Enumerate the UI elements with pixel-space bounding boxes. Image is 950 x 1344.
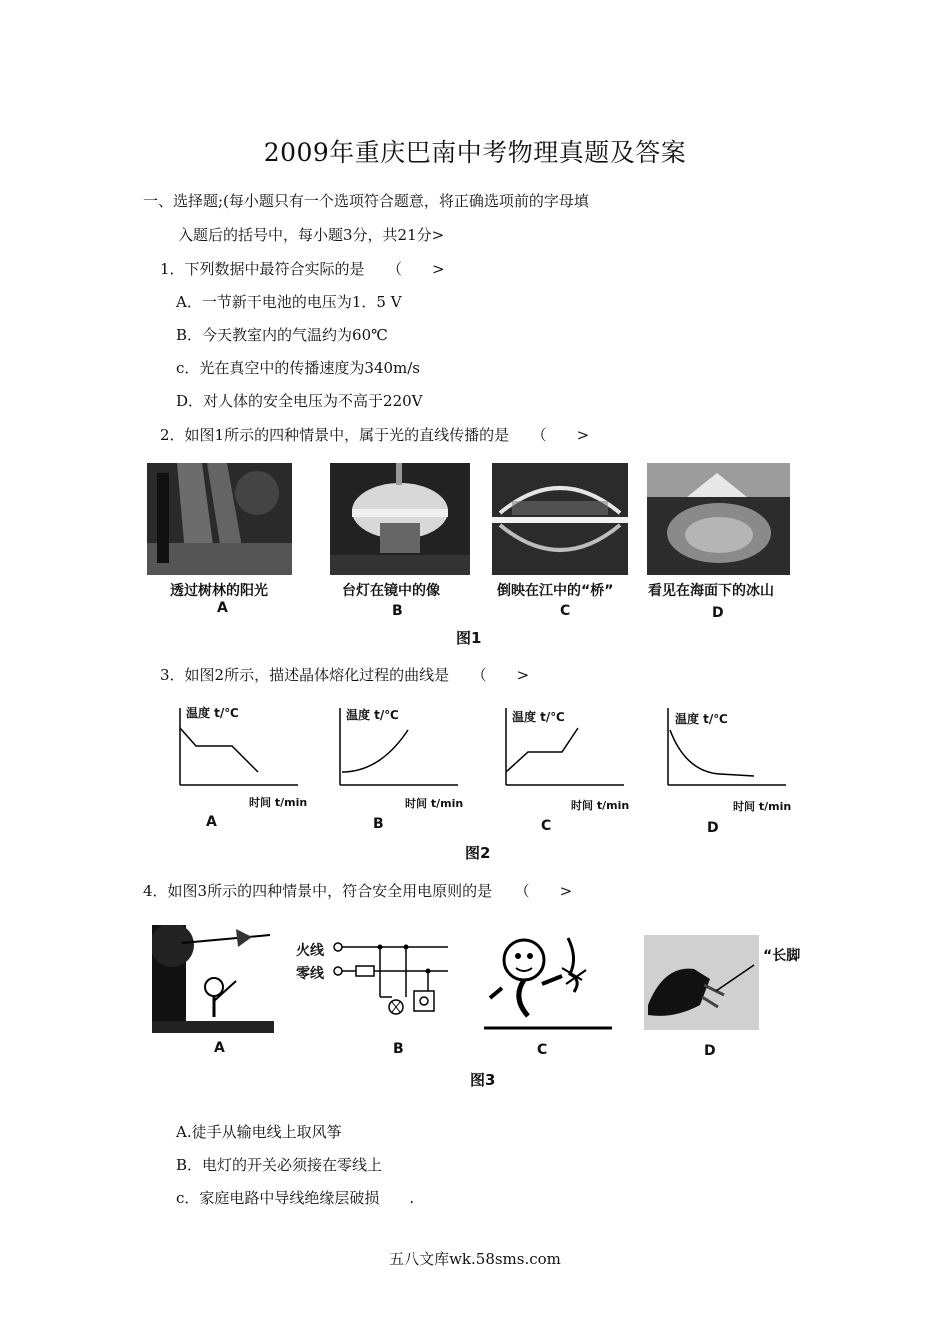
figure-1-letter-c: C — [560, 603, 571, 619]
figure-3-kite-scene — [152, 925, 274, 1033]
figure-1-letter-a: A — [217, 600, 228, 616]
figure-1-label: 图1 — [456, 629, 482, 647]
figure-1-caption-c: 倒映在江中的“桥” — [497, 583, 614, 599]
graph-d-y-label: 温度 t/℃ — [675, 712, 728, 726]
graph-b-x-label: 时间 t/min — [405, 797, 464, 810]
question-1-option-a: A．一节新干电池的电压为1．5 V — [176, 293, 402, 311]
figure-3-electric-shock-cartoon — [482, 928, 617, 1033]
figure-1-letter-d: D — [712, 605, 724, 621]
page-footer: 五八文库wk.58sms.com — [389, 1250, 561, 1268]
question-4-option-b: B．电灯的开关必须接在零线上 — [176, 1156, 383, 1174]
section-heading-line1: 一、选择题;(每小题只有一个选项符合题意，将正确选项前的字母填 — [143, 192, 589, 210]
figure-3-wiring-diagram — [330, 935, 455, 1035]
figure-3-letter-c: C — [537, 1042, 548, 1058]
graph-c-y-label: 温度 t/℃ — [512, 710, 565, 724]
figure-1-letter-b: B — [392, 603, 403, 619]
graph-c-letter: C — [541, 818, 552, 834]
figure-3-label: 图3 — [470, 1071, 496, 1089]
figure-3-plug-photo — [644, 935, 759, 1030]
figure-3-letter-d: D — [704, 1043, 716, 1059]
photo-lamp-in-mirror — [330, 463, 470, 575]
page-title: 2009年重庆巴南中考物理真题及答案 — [263, 138, 687, 167]
graph-b-y-label: 温度 t/℃ — [346, 708, 399, 722]
figure-3-neutral-wire-label: 零线 — [296, 966, 324, 982]
figure-3-long-pin-label: “长脚 — [763, 948, 801, 964]
graph-a-letter: A — [206, 814, 217, 830]
graph-d-letter: D — [707, 820, 719, 836]
question-1-option-b: B．今天教室内的气温约为60℃ — [176, 326, 388, 344]
question-2-stem: 2．如图1所示的四种情景中，属于光的直线传播的是 （ > — [160, 426, 590, 444]
figure-3-fire-wire-label: 火线 — [296, 943, 324, 959]
figure-2-label: 图2 — [465, 844, 491, 862]
photo-sunlight-through-forest — [147, 463, 292, 575]
question-4-option-a: A.徒手从输电线上取风筝 — [176, 1123, 342, 1141]
photo-bridge-reflection — [492, 463, 628, 575]
graph-c-x-label: 时间 t/min — [571, 799, 630, 812]
question-4-option-c: c．家庭电路中导线绝缘层破损 . — [176, 1189, 415, 1207]
graph-b-letter: B — [373, 816, 384, 832]
section-heading-line2: 入题后的括号中，每小题3分，共21分> — [178, 226, 445, 244]
figure-1-caption-a: 透过树林的阳光 — [170, 583, 268, 599]
figure-1-caption-b: 台灯在镜中的像 — [342, 583, 440, 599]
graph-a-y-label: 温度 t/℃ — [186, 706, 239, 720]
question-1-stem: 1．下列数据中最符合实际的是 （ > — [160, 260, 445, 278]
question-1-option-d: D．对人体的安全电压为不高于220V — [176, 392, 423, 410]
question-1-option-c: c．光在真空中的传播速度为340m/s — [176, 359, 421, 377]
graph-a-x-label: 时间 t/min — [249, 796, 308, 809]
figure-1-caption-d: 看见在海面下的冰山 — [648, 583, 774, 599]
question-3-stem: 3．如图2所示，描述晶体熔化过程的曲线是 （ > — [160, 666, 530, 684]
graph-d-x-label: 时间 t/min — [733, 800, 792, 813]
figure-3-letter-b: B — [393, 1041, 404, 1057]
photo-iceberg-under-sea — [647, 463, 790, 575]
question-4-stem: 4．如图3所示的四种情景中，符合安全用电原则的是 （ > — [143, 882, 573, 900]
figure-3-letter-a: A — [214, 1040, 225, 1056]
